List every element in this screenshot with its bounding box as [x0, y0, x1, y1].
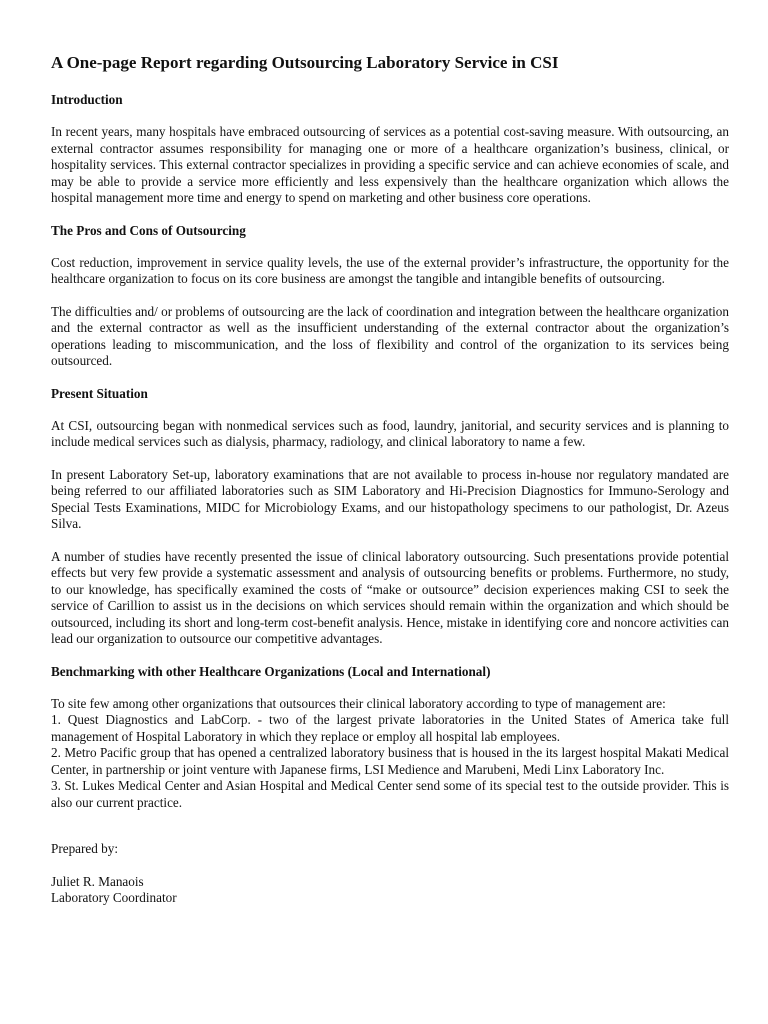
present-paragraph-3: A number of studies have recently presented the issue of clinical laboratory outsourcing. Such presentations provide potential effects but very few provide a systematic assessment and analysis of outsourcing benefits or problems. Furthermore, no study, to our knowledge, has specifically examined the costs of “make or outsource” decision experiences making CSI to seek the service of Carillion to assist us in the decisions on which services should remain within the organization and which should be outsourced, including its short and long-term cost-benefit analysis. Hence, mistake in identifying core and noncore activities can lead our organization to outsource our competitive advantages. [51, 548, 729, 646]
section-heading-introduction: Introduction [51, 92, 123, 107]
signatory-position: Laboratory Coordinator [51, 890, 177, 905]
signatory-name: Juliet R. Manaois [51, 873, 144, 889]
benchmarking-list [51, 696, 729, 812]
benchmarking-intro: To site few among other organizations that outsources their clinical laboratory according to type of management are: [51, 695, 666, 711]
benchmarking-item-3: 3. St. Lukes Medical Center and Asian Hospital and Medical Center send some of its special test to the outside provider. This is also our current practice. [51, 778, 729, 810]
benchmarking-item-1: 1. Quest Diagnostics and LabCorp. - two of the largest private laboratories in the United States of America take full management of Hospital Laboratory in which they replace or employ all hospital lab employees. [51, 712, 729, 744]
document-content [51, 52, 729, 907]
prepared-by-label: Prepared by: [51, 841, 119, 856]
section-heading-pros-cons: The Pros and Cons of Outsourcing [51, 222, 246, 238]
present-paragraph-1: At CSI, outsourcing began with nonmedical services such as food, laundry, janitorial, and security services and is planning to include medical services such as dialysis, pharmacy, radiology, and clinical laboratory to name a few. [51, 417, 729, 449]
section-heading-present-situation: Present Situation [51, 385, 148, 401]
benchmarking-item-2: 2. Metro Pacific group that has opened a centralized laboratory business that is housed in the its largest hospital Makati Medical Center, in partnership or joint venture with Japanese firms, LSI Medience and Marubeni, Medi Linx Laboratory Inc. [51, 745, 729, 777]
page-title: A One-page Report regarding Outsourcing Laboratory Service in CSI [51, 53, 559, 72]
section-heading-benchmarking: Benchmarking with other Healthcare Organizations (Local and International) [51, 663, 491, 679]
introduction-paragraph: In recent years, many hospitals have embraced outsourcing of services as a potential cost-saving measure. With outsourcing, an external contractor assumes responsibility for managing one or more of a healthcare organization’s business, clinical, or hospitality services. This external contractor specializes in providing a specific service and can achieve economies of scale, and may be able to provide a service more efficiently and less expensively than the healthcare organization which allows the hospital management more time and energy to spend on marketing and other business core operations. [51, 124, 729, 205]
signature-block [51, 841, 729, 907]
cons-paragraph: The difficulties and/ or problems of outsourcing are the lack of coordination and integration between the healthcare organization and the external contractor as well as the insufficient understanding of the external contractor about the organization’s operations leading to miscommunication, and the loss of flexibility and control of the organization to its services being outsourced. [51, 303, 729, 368]
present-paragraph-2: In present Laboratory Set-up, laboratory examinations that are not available to process in-house nor regulatory mandated are being referred to our affiliated laboratories such as SIM Laboratory and Hi-Precision Diagnostics for Immuno-Serology and Special Tests Examinations, MIDC for Microbiology Exams, and our histopathology specimens to our pathologist, Dr. Azeus Silva. [51, 466, 729, 531]
pros-paragraph: Cost reduction, improvement in service quality levels, the use of the external provider’s infrastructure, the opportunity for the healthcare organization to focus on its core business are amongst the tangible and intangible benefits of outsourcing. [51, 254, 729, 286]
